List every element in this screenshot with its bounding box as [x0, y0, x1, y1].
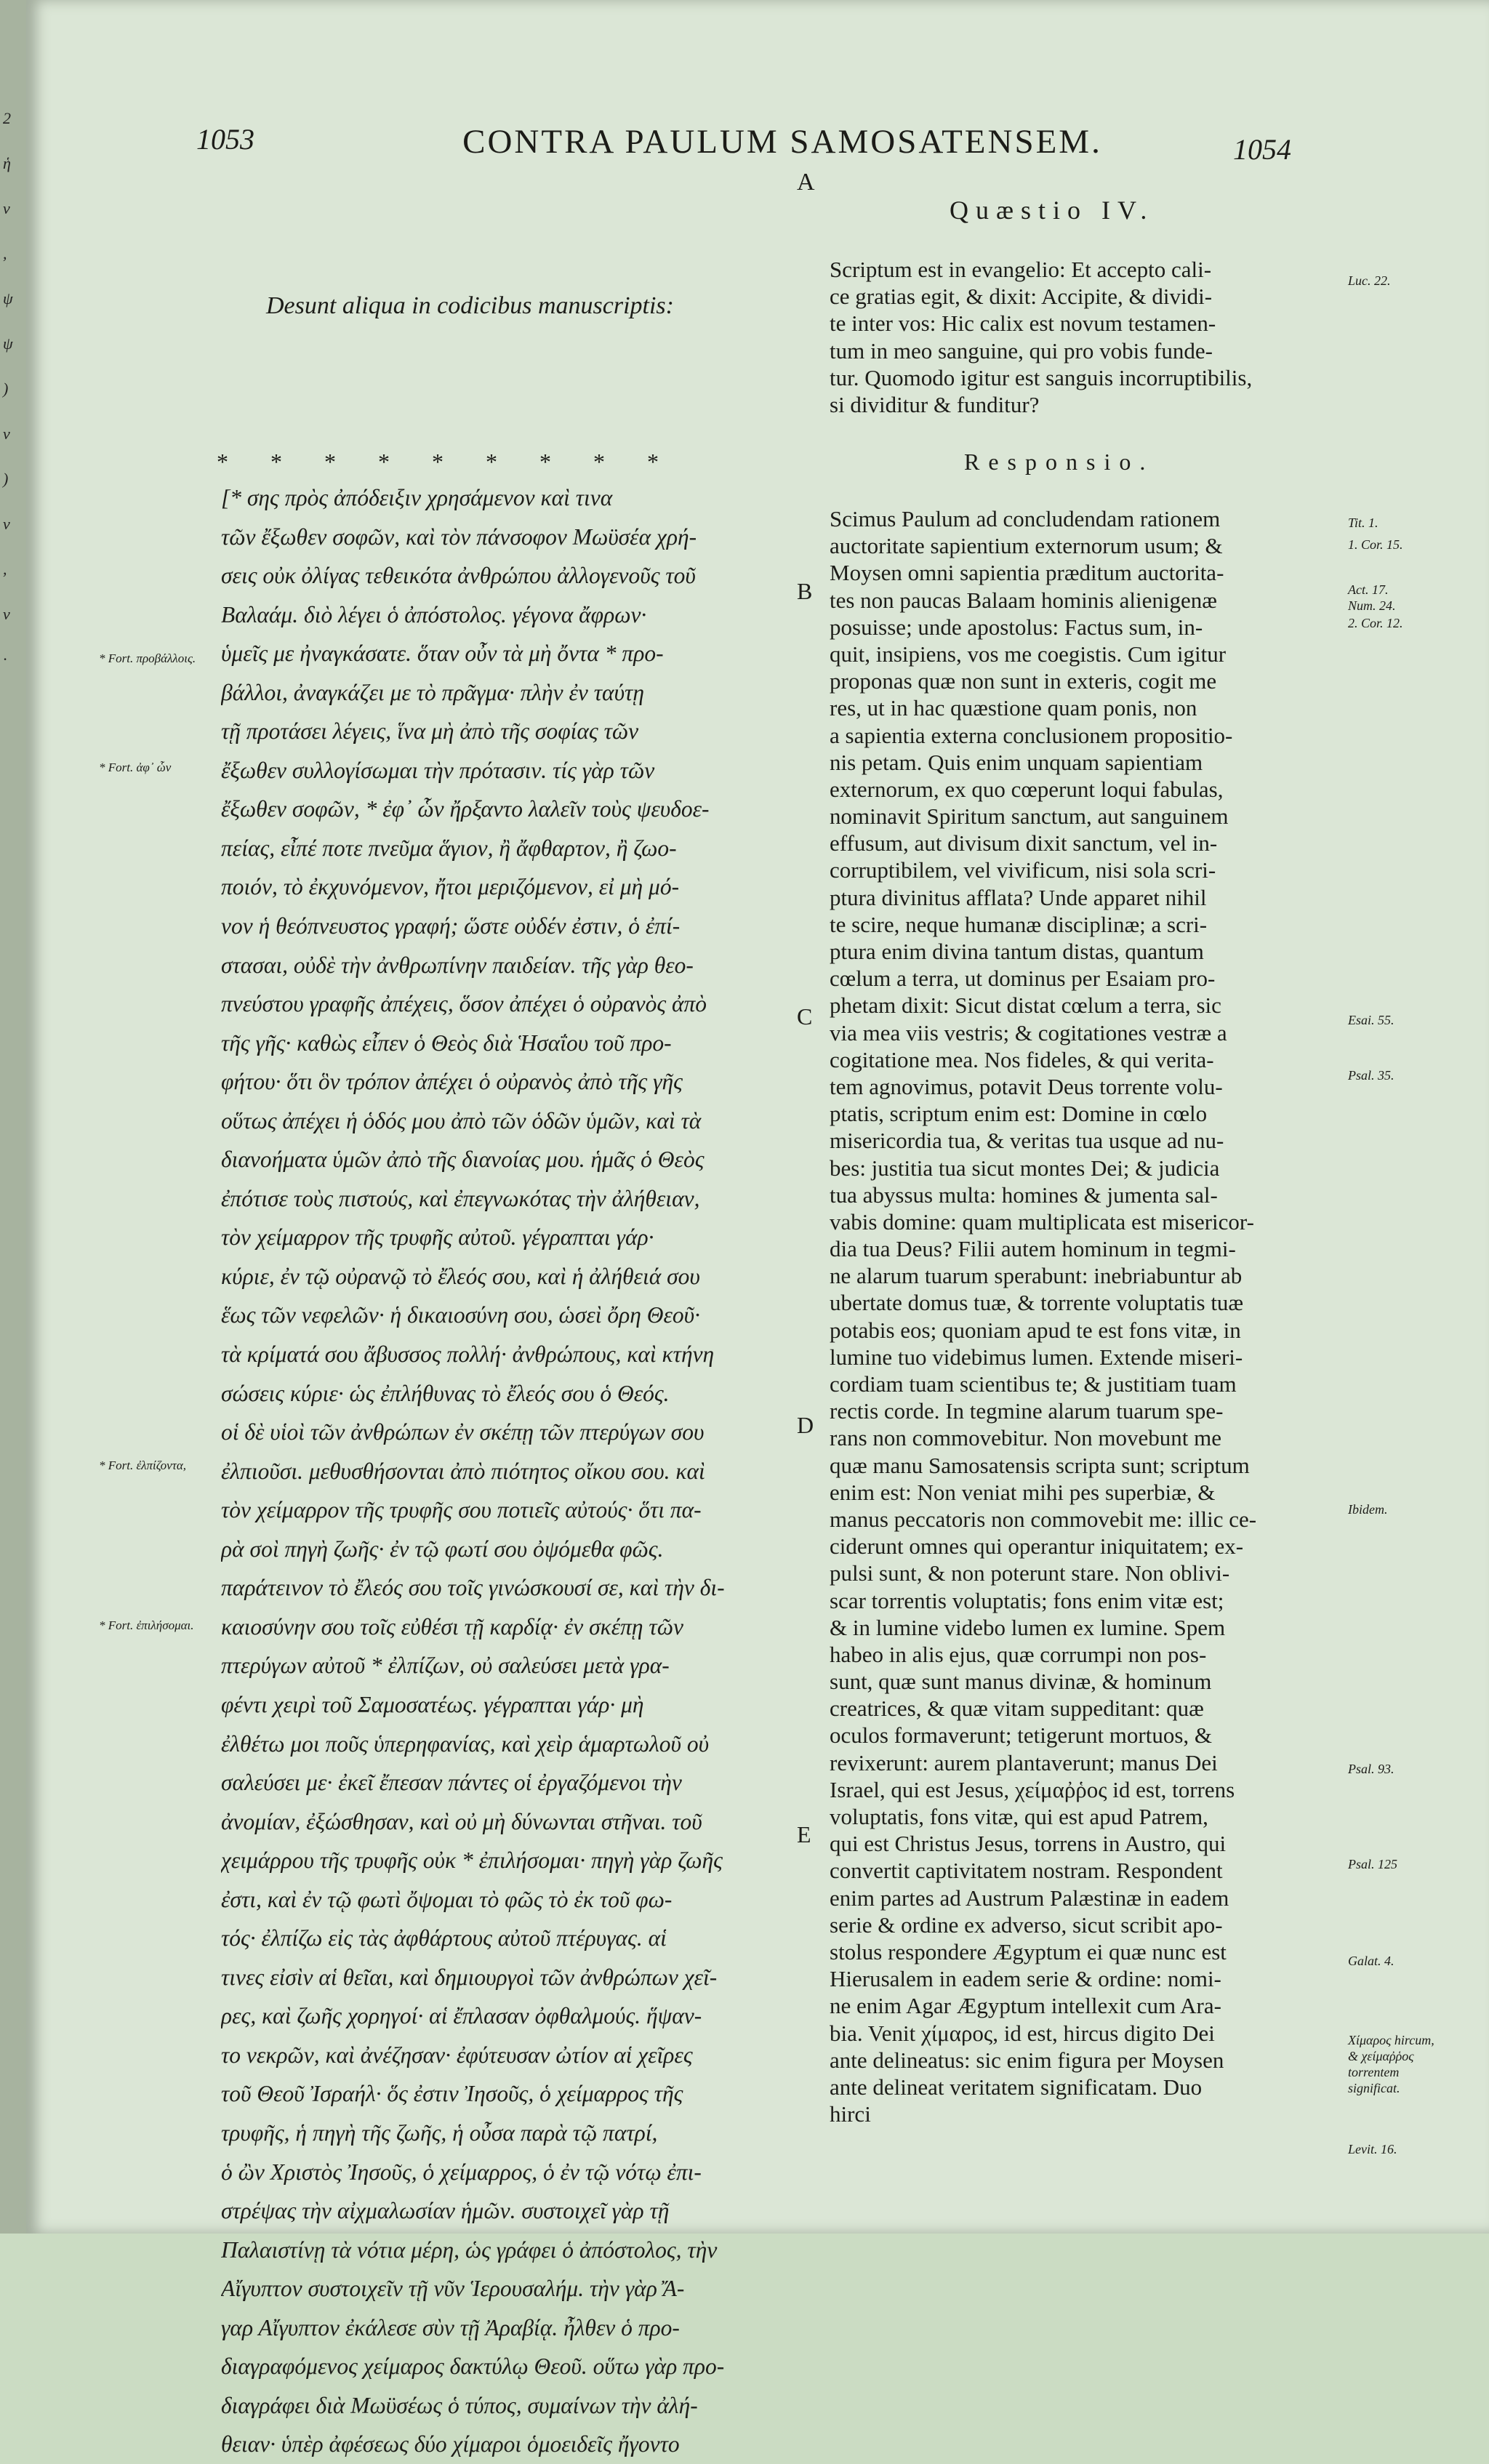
- book-page: [26, 0, 1489, 2457]
- margin-note-right: Tit. 1.: [1348, 515, 1378, 530]
- latin-text-line: cordiam tuam scientibus te; & justitiam tuam: [830, 1371, 1237, 1397]
- question-text-line: tur. Quomodo igitur est sanguis incorruptibilis,: [830, 364, 1253, 390]
- response-title: Responsio.: [964, 449, 1155, 475]
- latin-text-line: pulsi sunt, & non poterunt stare. Non oblivi-: [830, 1560, 1230, 1586]
- latin-text-line: posuisse; unde apostolus: Factus sum, in-: [830, 614, 1203, 640]
- latin-text-line: proponas quæ non sunt in exteris, cogit me: [830, 668, 1217, 694]
- latin-text-line: nominavit Spiritum sanctum, aut sanguinem: [830, 803, 1229, 830]
- latin-text-line: ne alarum tuarum sperabunt: inebriabuntur ab: [830, 1263, 1243, 1289]
- greek-text-line: ὑμεῖς με ἠναγκάσατε. ὅταν οὖν τὰ μὴ ὄντα * προ-: [221, 641, 664, 667]
- section-letter-e: E: [797, 1821, 811, 1847]
- latin-text-line: auctoritate sapientium externorum usum; &: [830, 533, 1223, 559]
- greek-text-line: σώσεις κύριε· ὡς ἐπλήθυνας τὸ ἔλεός σου ὁ Θεός.: [221, 1380, 670, 1406]
- latin-text-line: ptura divinitus afflata? Unde apparet nihil: [830, 884, 1207, 910]
- latin-text-line: habeo in alis ejus, quæ corrumpi non pos-: [830, 1641, 1207, 1667]
- latin-text-line: lumine tuo videbimus lumen. Extende miseri-: [830, 1344, 1243, 1370]
- greek-text-line: τινες εἰσὶν αἱ θεῖαι, καὶ δημιουργοὶ τῶν ἀνθρώπων χεῖ-: [221, 1964, 718, 1990]
- margin-note-right: Ibidem.: [1348, 1502, 1388, 1517]
- greek-text-line: οὕτως ἀπέχει ἡ ὁδός μου ἀπὸ τῶν ὁδῶν ὑμῶν, καὶ τὰ: [221, 1107, 702, 1133]
- latin-text-line: bia. Venit χίμαρος, id est, hircus digito Dei: [830, 2020, 1215, 2046]
- previous-page-mark: ): [3, 470, 9, 488]
- latin-text-line: enim partes ad Austrum Palæstinæ in eadem: [830, 1885, 1229, 1911]
- greek-text-line: ρὰ σοὶ πηγὴ ζωῆς· ἐν τῷ φωτί σου ὀψόμεθα φῶς.: [221, 1536, 664, 1562]
- previous-page-mark: ·: [3, 650, 7, 668]
- previous-page-mark: ): [3, 380, 9, 398]
- latin-text-line: rectis corde. In tegmine alarum tuarum spe-: [830, 1398, 1224, 1424]
- previous-page-mark: ν: [3, 425, 10, 443]
- latin-text-line: tes non paucas Balaam hominis alienigenæ: [830, 587, 1217, 613]
- question-text-line: si dividitur & funditur?: [830, 391, 1040, 417]
- greek-text-line: φέντι χειρὶ τοῦ Σαμοσατέως. γέγραπται γάρ· μὴ: [221, 1691, 644, 1717]
- question-title: Quæstio IV.: [950, 196, 1155, 225]
- latin-text-line: potabis eos; quoniam apud te est fons vitæ, in: [830, 1317, 1241, 1343]
- greek-text-line: χειμάρρου τῆς τρυφῆς οὐκ * ἐπιλήσομαι· πηγὴ γὰρ ζωῆς: [221, 1847, 723, 1874]
- previous-page-mark: ν: [3, 515, 10, 533]
- previous-page-mark: ν: [3, 199, 10, 217]
- latin-text-line: Scimus Paulum ad concludendam rationem: [830, 506, 1221, 531]
- greek-text-line: διαγράφει διὰ Μωϋσέως ὁ τύπος, συμαίνων τὴν ἀλή-: [221, 2392, 698, 2418]
- greek-text-line: τρυφῆς, ἡ πηγὴ τῆς ζωῆς, ἡ οὖσα παρὰ τῷ πατρί,: [221, 2119, 658, 2146]
- greek-text-line: Παλαιστίνῃ τὰ νότια μέρη, ὡς γράφει ὁ ἀπόστολος, τὴν: [221, 2236, 718, 2263]
- greek-text-line: νον ἡ θεόπνευστος γραφή; ὥστε οὐδέν ἐστιν, ὁ ἐπί-: [221, 913, 681, 939]
- latin-text-line: manus peccatoris non commovebit me: illic ce-: [830, 1506, 1257, 1532]
- greek-text-line: γαρ Αἴγυπτον ἐκάλεσε σὺν τῇ Ἀραβίᾳ. ἦλθεν ὁ προ-: [221, 2314, 680, 2340]
- greek-text-line: ἐλθέτω μοι ποῦς ὑπερηφανίας, καὶ χεὶρ ἁμαρτωλοῦ οὐ: [221, 1730, 710, 1757]
- previous-page-mark: ψ: [3, 334, 13, 353]
- lacuna-asterisks: *********: [217, 449, 701, 475]
- latin-text-line: Israel, qui est Jesus, χείμαῤῥος id est, torrens: [830, 1776, 1235, 1802]
- greek-text-line: πτερύγων αὐτοῦ * ἐλπίζων, οὐ σαλεύσει μετὰ γρα-: [221, 1653, 670, 1679]
- greek-text-line: τῶν ἔξωθεν σοφῶν, καὶ τὸν πάνσοφον Μωϋσέα χρή-: [221, 523, 697, 550]
- latin-text-line: convertit captivitatem nostram. Respondent: [830, 1858, 1223, 1884]
- greek-text-line: τῆς γῆς· καθὼς εἶπεν ὁ Θεὸς διὰ Ἡσαΐου τοῦ προ-: [221, 1030, 672, 1056]
- latin-text-column: [830, 505, 1389, 2127]
- section-letter-b: B: [797, 578, 813, 604]
- margin-note-right: Psal. 125: [1348, 1857, 1398, 1871]
- greek-text-line: διανοήματα ὑμῶν ἀπὸ τῆς διανοίας μου. ἡμᾶς ὁ Θεὸς: [221, 1147, 705, 1173]
- latin-text-line: cœlum a terra, ut dominus per Esaiam pro-: [830, 966, 1216, 992]
- latin-text-line: nis petam. Quis enim unquam sapientiam: [830, 749, 1203, 775]
- latin-text-line: corruptibilem, vel vivificum, nisi sola scri-: [830, 857, 1216, 883]
- running-title: CONTRA PAULUM SAMOSATENSEM.: [462, 123, 1102, 161]
- latin-text-line: te scire, neque humanæ disciplinæ; a scri-: [830, 911, 1208, 937]
- margin-note-right: Psal. 93.: [1348, 1762, 1394, 1776]
- greek-text-line: Βαλαάμ. διὸ λέγει ὁ ἀπόστολος. γέγονα ἄφρων·: [221, 601, 647, 627]
- latin-text-line: tua abyssus multa: homines & jumenta sal-: [830, 1181, 1218, 1208]
- greek-text-line: καιοσύνην σου τοῖς εὐθέσι τῇ καρδίᾳ· ἐν σκέπῃ τῶν: [221, 1613, 683, 1640]
- latin-text-line: dia tua Deus? Filii autem hominum in tegmi-: [830, 1236, 1236, 1262]
- latin-text-line: ne enim Agar Ægyptum intellexit cum Ara-: [830, 1993, 1221, 2019]
- greek-text-line: οἱ δὲ υἱοὶ τῶν ἀνθρώπων ἐν σκέπῃ τῶν πτερύγων σου: [221, 1419, 705, 1445]
- margin-note-right: Χίμαρος hircum, & χείμαῤῥος torrentem significat.: [1348, 2033, 1434, 2095]
- latin-text-line: ciderunt omnes qui operantur iniquitatem; ex-: [830, 1533, 1244, 1560]
- latin-text-line: sunt, quæ sunt manus divinæ, & hominum: [830, 1669, 1212, 1695]
- latin-text-line: misericordia tua, & veritas tua usque ad nu-: [830, 1128, 1224, 1154]
- previous-page-mark: ψ: [3, 289, 13, 308]
- latin-text-line: a sapientia externa conclusionem propositio-: [830, 722, 1233, 748]
- latin-text-line: via mea viis vestris; & cogitationes vestræ a: [830, 1019, 1227, 1046]
- margin-note-right: 1. Cor. 15.: [1348, 537, 1403, 552]
- greek-text-line: ποιόν, τὸ ἐκχυνόμενον, ἤτοι μεριζόμενον, εἰ μὴ μό-: [221, 874, 680, 900]
- latin-text-line: Hierusalem in eadem serie & ordine: nomi-: [830, 1966, 1221, 1992]
- latin-text-line: vabis domine: quam multiplicata est misericor-: [830, 1208, 1254, 1235]
- latin-text-line: cogitatione mea. Nos fideles, & qui verita-: [830, 1046, 1214, 1072]
- latin-text-line: ubertate domus tuæ, & torrente voluptatis tuæ: [830, 1290, 1244, 1316]
- latin-text-line: & in lumine videbo lumen ex lumine. Spem: [830, 1614, 1226, 1640]
- greek-text-line: σεις οὐκ ὀλίγας τεθεικότα ἀνθρώπου ἀλλογενοῦς τοῦ: [221, 563, 696, 589]
- latin-text-line: creatrices, & quæ vitam suppeditant: quæ: [830, 1695, 1204, 1722]
- latin-text-line: enim est: Non veniat mihi pes superbiæ, &: [830, 1479, 1216, 1505]
- question-text-line: ce gratias egit, & dixit: Accipite, & dividi-: [830, 284, 1213, 310]
- greek-text-line: [* σης πρὸς ἀπόδειξιν χρησάμενον καὶ τινα: [221, 485, 613, 510]
- margin-note-right: Act. 17.: [1348, 582, 1389, 597]
- latin-text-line: qui est Christus Jesus, torrens in Austro, qui: [830, 1831, 1227, 1857]
- latin-text-line: tem agnovimus, potavit Deus torrente volu-: [830, 1073, 1223, 1099]
- section-letter-d: D: [797, 1412, 814, 1438]
- margin-note-right: Num. 24.: [1348, 598, 1396, 613]
- greek-text-line: τῇ προτάσει λέγεις, ἵνα μὴ ἀπὸ τῆς σοφίας τῶν: [221, 718, 639, 745]
- greek-text-line: ἀνομίαν, ἐξώσθησαν, καὶ οὐ μὴ δύνωνται στῆναι. τοῦ: [221, 1808, 702, 1834]
- greek-text-line: πνεύστου γραφῆς ἀπέχεις, ὅσον ἀπέχει ὁ οὐρανὸς ἀπὸ: [221, 991, 707, 1017]
- greek-text-line: τὰ κρίματά σου ἄβυσσος πολλή· ἀνθρώπους, καὶ κτήνη: [221, 1341, 715, 1368]
- page-number-right: 1054: [1233, 133, 1291, 166]
- greek-text-line: ἐστι, καὶ ἐν τῷ φωτὶ ὄψομαι τὸ φῶς τὸ ἐκ τοῦ φω-: [221, 1886, 673, 1912]
- latin-text-line: effusum, aut divisum dixit sanctum, vel in-: [830, 830, 1218, 856]
- latin-text-line: res, ut in hac quæstione quam ponis, non: [830, 695, 1197, 721]
- latin-text-line: voluptatis, fons vitæ, qui est apud Patrem,: [830, 1804, 1208, 1829]
- greek-text-line: σαλεύσει με· ἐκεῖ ἔπεσαν πάντες οἱ ἐργαζόμενοι τὴν: [221, 1770, 682, 1796]
- greek-text-line: πείας, εἶπέ ποτε πνεῦμα ἅγιον, ἢ ἄφθαρτον, ἢ ζωο-: [221, 835, 677, 861]
- previous-page-mark: 2: [3, 109, 11, 127]
- greek-text-line: φήτου· ὅτι ὃν τρόπον ἀπέχει ὁ οὐρανὸς ἀπὸ τῆς γῆς: [221, 1069, 683, 1095]
- question-text-line: te inter vos: Hic calix est novum testamen-: [830, 310, 1216, 337]
- greek-text-line: βάλλοι, ἀναγκάζει με τὸ πρᾶγμα· πλὴν ἐν ταύτῃ: [221, 679, 644, 705]
- latin-text-line: ptura enim divina tantum distas, quantum: [830, 939, 1204, 964]
- latin-text-line: quit, insipiens, vos me coegistis. Cum igitur: [830, 641, 1227, 667]
- greek-text-line: Αἴγυπτον συστοιχεῖν τῇ νῦν Ἱερουσαλήμ. τὴν γὰρ Ἄ-: [221, 2276, 685, 2302]
- previous-page-mark: ν: [3, 605, 10, 623]
- greek-text-line: ἐπότισε τοὺς πιστούς, καὶ ἐπεγνωκότας τὴν ἀλήθειαν,: [221, 1185, 700, 1211]
- margin-note-left: * Fort. ἀφ᾽ ὧν: [99, 761, 172, 774]
- latin-text-line: externorum, ex quo cœperunt loqui fabulas,: [830, 776, 1224, 802]
- greek-text-line: διαγραφόμενος χείμαρος δακτύλῳ Θεοῦ. οὕτω γὰρ προ-: [221, 2353, 725, 2380]
- margin-note-left: * Fort. ἐπιλήσομαι.: [99, 1618, 194, 1632]
- greek-text-line: κύριε, ἐν τῷ οὐρανῷ τὸ ἔλεός σου, καὶ ἡ ἀλήθειά σου: [221, 1263, 700, 1289]
- greek-text-line: ἕως τῶν νεφελῶν· ἡ δικαιοσύνη σου, ὡσεὶ ὄρη Θεοῦ·: [221, 1302, 700, 1328]
- greek-text-line: παράτεινον τὸ ἔλεός σου τοῖς γινώσκουσί σε, καὶ τὴν δι-: [221, 1575, 725, 1601]
- latin-text-line: oculos formaverunt; tetigerunt mortuos, &: [830, 1722, 1213, 1749]
- latin-text-line: phetam dixit: Sicut distat cœlum a terra, sic: [830, 992, 1221, 1019]
- previous-page-mark: ,: [3, 244, 7, 262]
- previous-page-mark: ,: [3, 560, 7, 578]
- latin-text-line: bes: justitia tua sicut montes Dei; & judicia: [830, 1155, 1220, 1181]
- previous-page-mark: ἡ: [3, 154, 11, 172]
- question-text-line: Scriptum est in evangelio: Et accepto cali-: [830, 257, 1212, 282]
- greek-text-line: στρέψας τὴν αἰχμαλωσίαν ἡμῶν. συστοιχεῖ γὰρ τῇ: [221, 2198, 670, 2224]
- margin-note-right: 2. Cor. 12.: [1348, 616, 1403, 630]
- greek-text-line: το νεκρῶν, καὶ ἀνέζησαν· ἐφύτευσαν ὠτίον αἱ χεῖρες: [221, 2042, 693, 2068]
- latin-text-line: rans non commovebitur. Non movebunt me: [830, 1425, 1221, 1451]
- greek-text-line: ἔξωθεν συλλογίσωμαι τὴν πρότασιν. τίς γὰρ τῶν: [221, 757, 655, 783]
- greek-text-line: τὸν χείμαρρον τῆς τρυφῆς σου ποτιεῖς αὐτούς· ὅτι πα-: [221, 1497, 702, 1523]
- section-letter-c: C: [797, 1003, 813, 1030]
- latin-text-line: Moysen omni sapientia præditum auctorita-: [830, 560, 1224, 586]
- margin-note-left: * Fort. προβάλλοις.: [99, 651, 196, 665]
- question-text: [830, 256, 1389, 418]
- left-column-heading: Desunt aliqua in codicibus manuscriptis:: [266, 292, 674, 319]
- margin-note-right: Luc. 22.: [1348, 273, 1391, 288]
- question-text-line: tum in meo sanguine, qui pro vobis funde-: [830, 337, 1213, 364]
- greek-text-line: ἐλπιοῦσι. μεθυσθήσονται ἀπὸ πιότητος οἴκου σου. καὶ: [221, 1458, 705, 1484]
- latin-text-line: stolus respondere Ægyptum ei quæ nunc est: [830, 1938, 1227, 1965]
- latin-text-line: ante delineatus: sic enim figura per Moysen: [830, 2047, 1224, 2073]
- page-number-left: 1053: [196, 123, 254, 156]
- greek-text-line: στασαι, οὐδὲ τὴν ἀνθρωπίνην παιδείαν. τῆς γὰρ θεο-: [221, 952, 694, 978]
- latin-text-line: ante delineat veritatem significatam. Duo: [830, 2074, 1203, 2100]
- margin-note-right: Levit. 16.: [1348, 2142, 1397, 2156]
- margin-note-right: Esai. 55.: [1348, 1013, 1394, 1027]
- latin-text-line: revixerunt: aurem plantaverunt; manus Dei: [830, 1749, 1218, 1775]
- latin-text-line: ptatis, scriptum enim est: Domine in cœlo: [830, 1101, 1208, 1127]
- greek-text-line: τὸν χείμαρρον τῆς τρυφῆς αὐτοῦ. γέγραπται γάρ·: [221, 1224, 654, 1251]
- section-letter-a: A: [797, 169, 815, 196]
- latin-text-line: hirci: [830, 2101, 871, 2127]
- greek-text-line: τός· ἐλπίζω εἰς τὰς ἀφθάρτους αὐτοῦ πτέρυγας. αἱ: [221, 1925, 667, 1951]
- greek-text-line: ρες, καὶ ζωῆς χορηγοί· αἱ ἔπλασαν ὀφθαλμούς. ἥψαν-: [221, 2003, 702, 2029]
- latin-text-line: serie & ordine ex adverso, sicut scribit apo-: [830, 1911, 1223, 1938]
- latin-text-line: quæ manu Samosatensis scripta sunt; scriptum: [830, 1452, 1250, 1478]
- margin-note-left: * Fort. ἐλπίζοντα,: [99, 1458, 186, 1472]
- greek-text-line: ὁ ὢν Χριστὸς Ἰησοῦς, ὁ χείμαρρος, ὁ ἐν τῷ νότῳ ἐπι-: [221, 2159, 702, 2185]
- greek-text-column: [221, 478, 803, 2464]
- greek-text-line: τοῦ Θεοῦ Ἰσραήλ· ὅς ἐστιν Ἰησοῦς, ὁ χείμαρρος τῆς: [221, 2081, 683, 2107]
- greek-text-line: θειαν· ὑπὲρ ἀφέσεως δύο χίμαροι ὁμοειδεῖς ἤγοντο: [221, 2431, 680, 2457]
- margin-note-right: Psal. 35.: [1348, 1068, 1394, 1083]
- latin-text-line: scar torrentis voluptatis; fons enim vitæ est;: [830, 1587, 1224, 1613]
- greek-text-line: ἔξωθεν σοφῶν, * ἐφ᾽ ὧν ἤρξαντο λαλεῖν τοὺς ψευδοε-: [221, 796, 710, 822]
- margin-note-right: Galat. 4.: [1348, 1954, 1394, 1968]
